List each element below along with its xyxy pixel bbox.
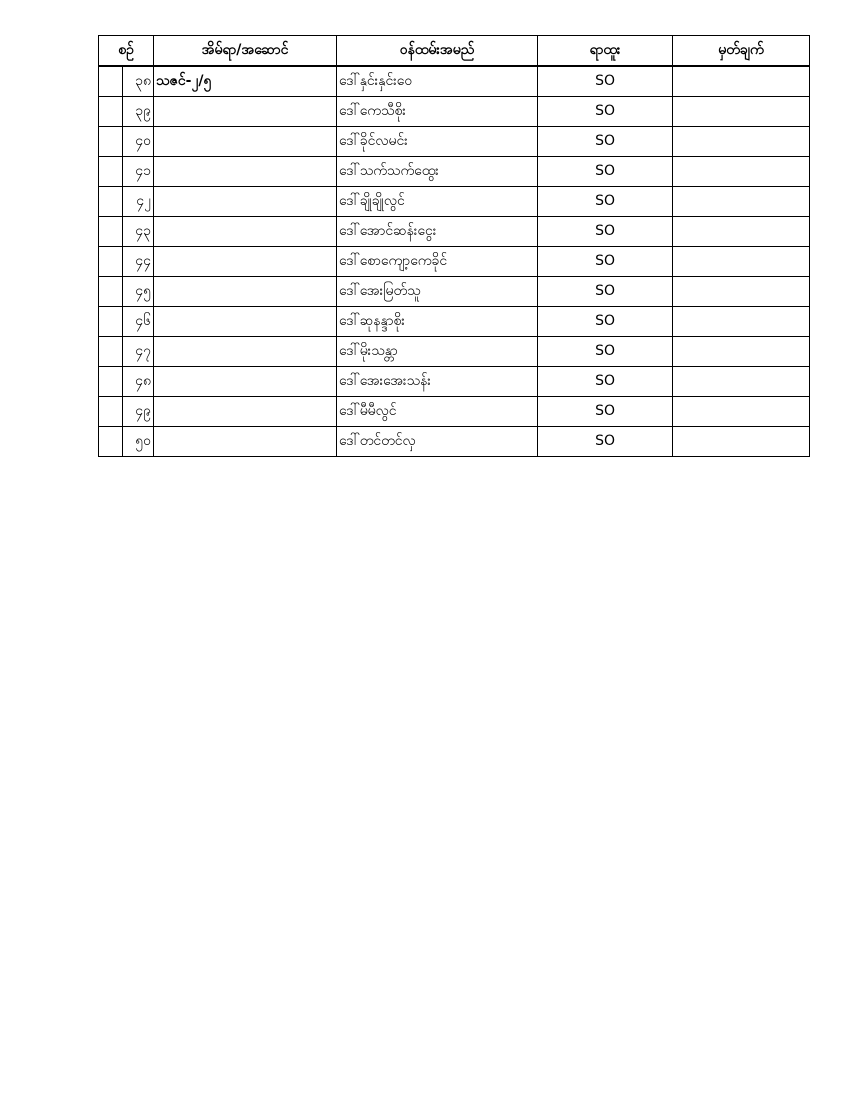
remark-cell bbox=[673, 66, 810, 97]
table-row bbox=[99, 427, 810, 457]
house-cell: သဇင်-၂/၅ bbox=[154, 66, 337, 97]
name-cell: ဒေါ်ခိုင်လမင်း bbox=[337, 127, 538, 157]
serial-cell: ၃၉ bbox=[123, 97, 154, 127]
header-name: ဝန်ထမ်းအမည် bbox=[337, 36, 538, 67]
house-cell bbox=[154, 277, 337, 307]
blank-cell bbox=[99, 66, 123, 97]
table-row bbox=[99, 127, 810, 157]
blank-cell bbox=[99, 127, 123, 157]
remark-cell bbox=[673, 367, 810, 397]
table-row bbox=[99, 337, 810, 367]
serial-cell: ၄၅ bbox=[123, 277, 154, 307]
serial-cell: ၄၂ bbox=[123, 187, 154, 217]
remark-cell bbox=[673, 397, 810, 427]
blank-cell bbox=[99, 247, 123, 277]
remark-cell bbox=[673, 97, 810, 127]
header-post: ရာထူး bbox=[538, 36, 673, 67]
table-row bbox=[99, 247, 810, 277]
table-row bbox=[99, 187, 810, 217]
house-cell bbox=[154, 187, 337, 217]
house-cell bbox=[154, 217, 337, 247]
post-cell: SO bbox=[538, 247, 673, 277]
post-cell: SO bbox=[538, 217, 673, 247]
remark-cell bbox=[673, 337, 810, 367]
table-row bbox=[99, 307, 810, 337]
table-row bbox=[99, 397, 810, 427]
blank-cell bbox=[99, 337, 123, 367]
name-cell: ဒေါ်ဆုနန္ဒာစိုး bbox=[337, 307, 538, 337]
remark-cell bbox=[673, 187, 810, 217]
name-cell: ဒေါ်ချိုချိုလွင် bbox=[337, 187, 538, 217]
blank-cell bbox=[99, 187, 123, 217]
serial-cell: ၄၄ bbox=[123, 247, 154, 277]
blank-cell bbox=[99, 427, 123, 457]
blank-cell bbox=[99, 307, 123, 337]
house-cell bbox=[154, 367, 337, 397]
post-cell: SO bbox=[538, 367, 673, 397]
remark-cell bbox=[673, 157, 810, 187]
table-row bbox=[99, 367, 810, 397]
remark-cell bbox=[673, 307, 810, 337]
house-cell bbox=[154, 307, 337, 337]
remark-cell bbox=[673, 247, 810, 277]
house-cell bbox=[154, 427, 337, 457]
post-cell: SO bbox=[538, 427, 673, 457]
blank-cell bbox=[99, 277, 123, 307]
post-cell: SO bbox=[538, 277, 673, 307]
blank-cell bbox=[99, 157, 123, 187]
name-cell: ဒေါ်မီမီလွင် bbox=[337, 397, 538, 427]
table-row bbox=[99, 66, 810, 97]
name-cell: ဒေါ်တင်တင်လှ bbox=[337, 427, 538, 457]
blank-cell bbox=[99, 367, 123, 397]
serial-cell: ၄၉ bbox=[123, 397, 154, 427]
table-row bbox=[99, 277, 810, 307]
post-cell: SO bbox=[538, 97, 673, 127]
post-cell: SO bbox=[538, 307, 673, 337]
header-house: အိမ်ရာ/အဆောင် bbox=[154, 36, 337, 67]
blank-cell bbox=[99, 217, 123, 247]
house-cell bbox=[154, 337, 337, 367]
remark-cell bbox=[673, 217, 810, 247]
header-serial: စဉ် bbox=[99, 36, 154, 67]
staff-table bbox=[98, 35, 810, 457]
post-cell: SO bbox=[538, 66, 673, 97]
house-cell bbox=[154, 157, 337, 187]
serial-cell: ၅၀ bbox=[123, 427, 154, 457]
name-cell: ဒေါ်အေးအေးသန်း bbox=[337, 367, 538, 397]
header-remark: မှတ်ချက် bbox=[673, 36, 810, 67]
post-cell: SO bbox=[538, 397, 673, 427]
house-cell bbox=[154, 397, 337, 427]
name-cell: ဒေါ်အောင်ဆန်းငွေး bbox=[337, 217, 538, 247]
remark-cell bbox=[673, 127, 810, 157]
table-row bbox=[99, 157, 810, 187]
serial-cell: ၄၇ bbox=[123, 337, 154, 367]
name-cell: ဒေါ်နှင်းနှင်းဝေ bbox=[337, 66, 538, 97]
house-cell bbox=[154, 247, 337, 277]
name-cell: ဒေါ်စောကျော့ကေခိုင် bbox=[337, 247, 538, 277]
serial-cell: ၄၁ bbox=[123, 157, 154, 187]
serial-cell: ၄၆ bbox=[123, 307, 154, 337]
serial-cell: ၄၈ bbox=[123, 367, 154, 397]
serial-cell: ၄၃ bbox=[123, 217, 154, 247]
table-header bbox=[99, 36, 810, 67]
post-cell: SO bbox=[538, 127, 673, 157]
header-row bbox=[99, 36, 810, 67]
name-cell: ဒေါ်အေးမြတ်သူ bbox=[337, 277, 538, 307]
table-body bbox=[99, 66, 810, 457]
serial-cell: ၃၈ bbox=[123, 66, 154, 97]
post-cell: SO bbox=[538, 157, 673, 187]
post-cell: SO bbox=[538, 337, 673, 367]
blank-cell bbox=[99, 397, 123, 427]
table-row bbox=[99, 217, 810, 247]
house-cell bbox=[154, 97, 337, 127]
blank-cell bbox=[99, 97, 123, 127]
table-row bbox=[99, 97, 810, 127]
name-cell: ဒေါ်မိုးသန္တာ bbox=[337, 337, 538, 367]
house-cell bbox=[154, 127, 337, 157]
name-cell: ဒေါ်ကေသီစိုး bbox=[337, 97, 538, 127]
remark-cell bbox=[673, 427, 810, 457]
serial-cell: ၄၀ bbox=[123, 127, 154, 157]
name-cell: ဒေါ်သက်သက်ထွေး bbox=[337, 157, 538, 187]
remark-cell bbox=[673, 277, 810, 307]
post-cell: SO bbox=[538, 187, 673, 217]
